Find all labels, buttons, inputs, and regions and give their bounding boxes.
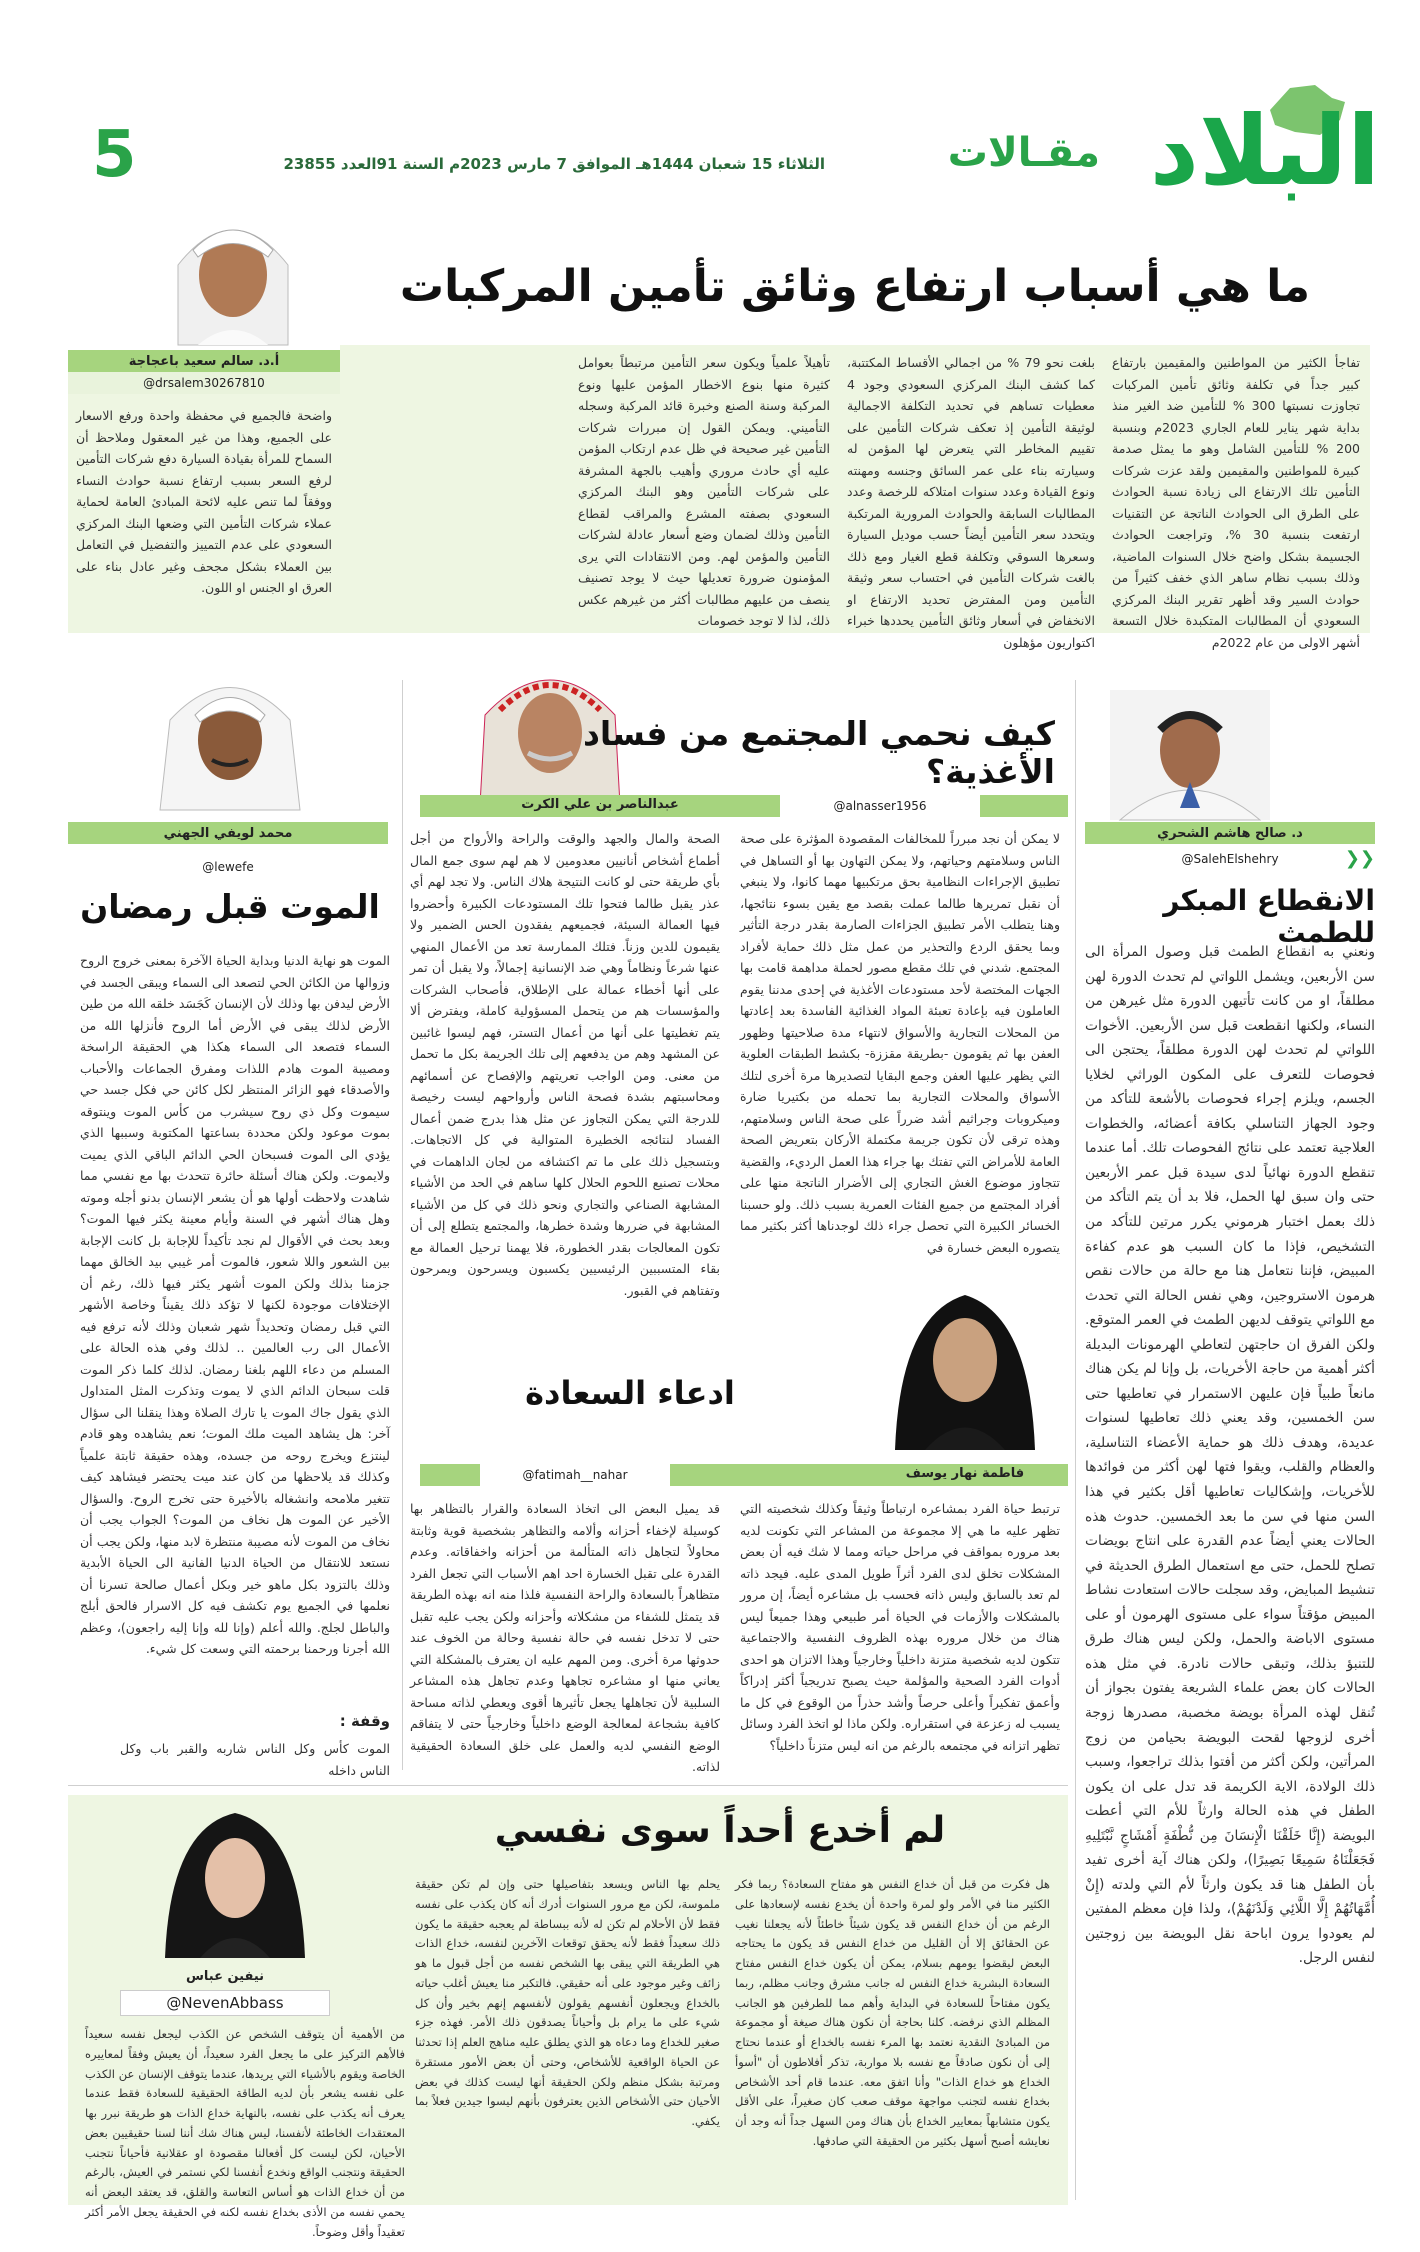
article6-col2: يحلم بها الناس ويسعد بتفاصيلها حتى وإن لم تكن حقيقة ملموسة، لكن مع مرور السنوات أدرك أنه كان يكذب على نفسه فقط لأن الأحلام لم تكن له لأنه ببساطة لم يعجبه حقيقة ما يكون ذلك سعيداً فقط لأنه يحقق توقعات الآخرين لنفسه، خداع الذات هي الطريقة التي يبقى بها الشخص نفسه من أجل قبول ما هو زائف وغير موجود على أنه حقيقي. فالتكبر منا يعيش أغلب حياته بالخداع ويجعلون أنفسهم يقولون لأنفسهم إنهم بخير وأن كل شيء على ما يرام بل وأحياناً يصدقون ذلك الأمر. فهذه جزء صغير للخداع وما دعاه هو الذي يطلق عليه مناهج العلم إذا تحدثنا عن الحياة الواقعية للأشخاص، وحتى أن بعض الأمور مستقرة ومرتبة بشكل منظم ولكن الحقيقة أنها ليست كذلك في بعض الأحيان حتى الأشخاص الذين يعترفون بأنهم ليسوا جيدين فعلاً بما يكفي. — [415, 1877, 720, 2129]
author-handle: @drsalem30267810 — [68, 372, 340, 394]
author-name: د. صالح هاشم الشحري — [1085, 822, 1375, 844]
article1-col2: بلغت نحو 79 % من اجمالي الأقساط المكتتبة، كما كشف البنك المركزي السعودي وجود 4 معطيات تساهم في تحديد التكلفة الاجمالية لوثيقة التأمين إذ تعكف شركات التأمين على تقييم المخاطر التي يتعرض لها المؤمن له وسيارته بناء على عمر السائق وجنسه ومهنته ونوع القيادة وعدد سنوات امتلاكه للرخصة وعدد المطالبات السابقة والحوادث المرورية المرتكبة ويتحدد سعر التأمين أيضاً حسب موديل السيارة وسعرها السوقي وتكلفة قطع الغيار ومع ذلك بالغت شركات التأمين في احتساب سعر وثيقة التأمين ومن المفترض تحديد الارتفاع او الانخفاض في أسعار وثائق التأمين يحددها خبراء اكتواريون مؤهلون — [847, 355, 1095, 650]
author-handle: @lewefe — [202, 860, 254, 874]
article3-title: كيف نحمي المجتمع من فساد الأغذية؟ — [583, 714, 1055, 791]
newspaper-logo — [1140, 85, 1380, 207]
double-chevron-icon: ❮❮ — [1344, 848, 1375, 869]
wagfa-text: الموت كأس وكل الناس شاربه والقبر باب وكل الناس داخله — [120, 1741, 390, 1778]
column-divider — [402, 680, 403, 1770]
page-number: 5 — [92, 118, 137, 192]
author-photo — [158, 195, 308, 345]
author-name: فاطمة نهار يوسف — [905, 1466, 1025, 1481]
column-divider — [1075, 680, 1076, 2200]
author-handle: @SalehElshehry — [1181, 852, 1279, 866]
author-handle: @fatimah__nahar — [480, 1464, 670, 1486]
author-handle: @alnasser1956 — [780, 795, 980, 817]
masthead — [0, 0, 1420, 207]
article1-col1: تفاجأ الكثير من المواطنين والمقيمين بارتفاع كبير جداً في تكلفة وثائق تأمين المركبات تجاوزت نسبتها 300 % للتأمين ضد الغير منذ بداية شهر يناير للعام الجاري 2023م وبنسبة 200 % للتأمين الشامل وهو ما يمثل صدمة كبيرة للمواطنين والمقيمين ولقد عزت شركات التأمين تلك الارتفاع الى زيادة نسبة الحوادث على الطرق الى الحوادث الناتجة عن التقنيات ارتفعت بنسبة 30 %، وتراجعت الحوادث الجسيمة بشكل واضح خلال السنوات الماضية، وذلك بسبب نظام ساهر الذي خفف كثيراً من حوادث السير وقد أظهر تقرير البنك المركزي السعودي أن المطالبات المتكبدة خلال التسعة أشهر الاولى من عام 2022م — [1112, 355, 1361, 650]
article1-col4: واضحة فالجميع في محفظة واحدة ورفع الاسعار على الجميع، وهذا من غير المعقول وملاحظ أن السماح للمرأة بقيادة السيارة دفع شركات التأمين لرفع السعر بسبب ارتفاع نسبة حوادث النساء ووفقاً لما تنص عليه لائحة المبادئ العامة لحماية عملاء شركات التأمين التي وضعها البنك المركزي السعودي على عدم التمييز والتفضيل في التعامل بين العملاء بشكل مجحف وغير عادل بناء على العرق او الجنس او اللون. — [76, 408, 332, 595]
section-title: مقـالات — [947, 130, 1100, 176]
article6-title: لم أخدع أحداً سوى نفسي — [494, 1810, 946, 1851]
article3-col1: لا يمكن أن نجد مبرراً للمخالفات المقصودة المؤثرة على صحة الناس وسلامتهم وحياتهم، ولا يمكن التهاون بها أو التساهل في تطبيق الإجراءات النظامية بحق مرتكبيها مهما كانوا، ولا ينبغي أن نقبل تمريرها طالما عملت بقصد مع يقين بسوء نتائجها، وهنا يتطلب الأمر تطبيق الجزاءات الصارمة بقدر درجة التأثير وبما يحقق الردع والتحذير من عمل مثل ذلك حماية لأفراد المجتمع. شدني في تلك مقطع مصور لحملة مداهمة قامت بها الجهات المختصة لأحد مستودعات الأغذية في إحدى مدننا يقوم العاملون فيه بإعادة تعبئة المواد الغذائية الفاسدة بعد إعادتها من المحلات التجارية والأسواق لانتهاء مدة صلاحيتها وظهور العفن بها ثم يقومون -بطريقة مقززة- بكشط الطبقات العلوية التي يظهر عليها العفن وجمع البقايا لتصديرها مرة أخرى لتلك الأسواق والمحلات التجارية بما تحمله من بكتيريا ضارة وميكروبات وجراثيم أشد ضرراً على صحة الناس وسلامتهم، وهذه ترقى لأن تكون جريمة مكتملة الأركان بتعريض الصحة العامة للأمراض التي تفتك بها جراء هذا العمل الرديء، والقضية تتجاوز موضوع الغش التجاري إلى الأضرار الناتجة منها على أفراد المجتمع من جميع الفئات العمرية بسبب ذلك. ولو حسبنا الخسائر الكبيرة التي تحصل جراء ذلك لوجدناها أكثر بكثير مما يتصوره البعض خسارة في — [740, 831, 1060, 1255]
author-photo — [880, 1275, 1050, 1450]
article5-title: ادعاء السعادة — [525, 1374, 735, 1412]
author-name: نيفين عباس — [185, 1968, 265, 1984]
article5-col2: قد يميل البعض الى اتخاذ السعادة والقرار بالتظاهر بها كوسيلة لإخفاء أحزانه وألامه والتظاهر بشخصية قوية وثابتة محاولاً لتجاهل ذاته المتألمة من أحزانه واخفاقاته. وعدم القدرة على تقبل الخسارة احد اهم الأسباب التي تجعل الفرد متظاهراً بالسعادة والراحة النفسية فلذا منه انه بهذه الطريقة قد يتمثل للشفاء من مشكلاته وأحزانه ولكن يجب عليه تقبل حتى لا تدخل نفسه في حالة نفسية وحالة من الخوف عند حدوثها مرة أخرى. ومن المهم عليه ان يعترف بالمشكلة التي يعاني منها او مشاعره تجاهها وعدم تجاهل هذه المشاعر السلبية لأن تجاهلها يجعل تأثيرها أقوى ويعطي لذاته مساحة كافية بشجاعة لمعالجة الوضع داخلياً وخارجياً حتى لا يتفاقم الوضع النفسي لديه والعمل على خلق السعادة الحقيقية لذاته. — [410, 1501, 720, 1774]
article2-title: الانقطاع المبكر للطمث — [1163, 884, 1375, 950]
article2-body: ونعني به انقطاع الطمث قبل وصول المرأة الى سن الأربعين، ويشمل اللواتي لم تحدث الدورة لهن مطلقاً، او من كانت تأتيهن الدورة مثل غيرهن من النساء، ولكنها انقطعت قبل سن الأربعين. الأخوات اللواتي لم تحدث لهن الدورة مطلقاً، يحتجن الى فحوصات للتعرف على المكون الوراثي لخلايا الجسم، ويلزم إجراء فحوصات بالأشعة للتأكد من وجود الجهاز التناسلي بكافة أعضائه، والخطوات العلاجية تعتمد على نتائج الفحوصات تلك. أما عندما تنقطع الدورة نهائياً لدى سيدة قبل عمر الأربعين حتى وان سبق لها الحمل، فلا بد أن يتم التأكد من ذلك بعمل اختبار هرموني يكرر مرتين للتأكد من التشخيص، فإذا ما كان السبب هو عدم كفاءة المبيض، فإننا نتعامل هنا مع حالة من حالات نقص هرمون الاستروجين، وهي نفس الحالة التي تحدث مع اللواتي يتوقف لديهن الطمث في العمر المتوقع. ولكن الفرق ان حاجتهن لتعاطي الهرمونات البديلة أكثر أهمية من حاجة الأخريات، بل وإنا لم يكن هناك مانعاً طبياً فإن عليهن الاستمرار في تعاطيها حتى سن الخمسين، وقد يعني ذلك تعاطيها لسنوات عديدة، وهدف ذلك هو حماية الأعضاء التناسلية، والعظام والقلب، ويقوا فتها لهن أكثر من فوائدها للأخريات، وإشكاليات تعاطيها أقل بكثير في هذا السن منها في سن ما بعد الخمسين. حدوث هذه الحالات يعني أيضاً عدم القدرة على انتاج بويضات تصلح للحمل، حتى مع استعمال الطرق الحديثة في تنشيط المبايض، وقد سجلت حالات استعادت نشاط المبيض مؤقتاً سواء على مستوى الهرمون أو على مستوى الاباضة والحمل، ولكن ليس هناك طرق للتنبؤ بذلك، وتبقى حالات نادرة. في مثل هذه الحالات كان بعض علماء الشريعة يفتون بجواز أن تُنقل لهذه المرأة بويضة مخصبة، مصدرها زوجة أخرى لزوجها لقحت البويضة بحيامن من زوج المرأتين، ولكن أكثر من أفتوا بذلك تراجعوا، وسبب ذلك الولادة، الاية الكريمة قد تدل على ان يكون الطفل في هذه الحالة وارثاً للأم التي أعطت البويضة (إِنَّا خَلَقْنَا الْإِنسَانَ مِن نُّطْفَةٍ أَمْشَاجٍ نَّبْتَلِيهِ فَجَعَلْنَاهُ سَمِيعًا بَصِيرًا)، ولكن هناك آية أخرى تفيد بأن الطفل هنا قد يكون وارثاً لأم التي ولدته (إِنْ أُمَّهَاتُهُمْ إِلَّا اللَّائِي وَلَدْنَهُمْ)، ولذا فإن معظم المفتين لم يعودوا يرون اباحة نقل البويضة بين زوجتين لنفس الرجل. — [1085, 944, 1375, 1967]
logo-text: البلاد — [1149, 95, 1380, 207]
author-photo — [150, 1798, 320, 1958]
author-name: عبدالناصر بن علي الكرت — [521, 797, 679, 812]
wagfa-label: وقفة : — [339, 1712, 390, 1730]
article6-col3: من الأهمية أن يتوقف الشخص عن الكذب ليجعل نفسه سعيداً فالأهم التركيز على ما يجعل الفرد سعيداً، أن يعيش وفقاً لمعاييره الخاصة ويقوم بالأشياء التي يريدها، عندما يتوقف الإنسان عن الكذب على نفسه يشعر بأن لديه الطاقة الحقيقية للسعادة فقط عندما يعرف أنه يكذب على نفسه، بالنهاية خداع الذات هو طريقة نبرر بها المعتقدات الخاطئة لأنفسنا، ليس هناك شك أننا لسنا حقيقيين بعض الأحيان، لكن ليست كل أفعالنا مقصودة او عقلانية فأحياناً نتجنب الحقيقة ونتجنب الواقع ونخدع أنفسنا لكي نستمر في العيش، بالرغم من أن خداع الذات هو أساس التعاسة والقلق، قد يعتقد البعض أنه يحمي نفسه من الأذى بخداع نفسه لكنه في الحقيقة يجعل الأمر أكثر تعقيداً وأقل وضوحاً. — [85, 2027, 405, 2239]
article3-col2: الصحة والمال والجهد والوقت والراحة والأرواح من أجل أطماع أشخاص أنانيين معدومين لا هم لهم سوى جمع المال بأي طريقة حتى لو كانت النتيجة هلاك الناس. ولا تجد لهم أي عذر يقبل طالما فتحوا تلك المستودعات الكبيرة وأحضروا فيها العمالة السيئة، فجميعهم يفقدون الحس الضمير ولا يقيمون للدين وزناً. فتلك الممارسة تعد من الأعمال المنهي عنها شرعاً ونظاماً وهي ضد الإنسانية إجمالاً، ولا يقبل أن تمر على أنها أخطاء عمالة على الإطلاق، فأصحاب الشركات والمؤسسات هم من يتحمل المسؤولية كاملة، ويفترض ألا يتم تغطيتها على أنها من أعمال التستر، فهم ليسوا غائبين عن المشهد وهم من يدفعهم إلى تلك الجريمة بكل ما تحمل من معنى. ومن الواجب تعريتهم والإفصاح عن أسمائهم ومحاسبتهم بشدة فصحة الناس وأرواحهم ليست رخيصة للدرجة التي يمكن التجاوز عن مثل هذا بدرج ضمن أعمال الفساد لنتائجه الخطيرة المتوالية في كل الاتجاهات. وبتسجيل ذلك على ما تم اكتشافه من لجان الداهمات في محلات تصنيع اللحوم الحلال كلها ساهم في الحد من الأشياء المشابهة الصناعي والتجاري ونحو ذلك في كل من الأشياء المشابهة في ضررها وشدة خطرها، والمجتمع يتطلع إلى أن تكون المعالجات بقدر الخطورة، فلا يهمنا ترحيل العمالة مع بقاء المتسببين الرئيسيين يكسبون ويسرحون ويمرحون وتفتاهم في القبور. — [410, 831, 720, 1298]
author-handle: @NevenAbbass — [120, 1990, 330, 2016]
article4-body: الموت هو نهاية الدنيا وبداية الحياة الآخرة بمعنى خروج الروح وزوالها من الكائن الحي لتصعد الى السماء ويبقى الجسد في الأرض ليدفن بها وذلك لأن الإنسان كَجَسَد خلقه الله من طين الأرض لذلك يبقى في الأرض أما الروح فأنزلها الله من السماء فتصعد الى السماء هكذا هي الحقيقة الراسخة ومصيبة الموت هادم اللذات ومفرق الجماعات والأحباب والأصدقاء فهو الزائر المنتظر لكل كائن حي فكل جسد حي سيموت وكل ذي روح سيشرب من كأس الموت وينتوقه بموت موعود ولكن محددة بساعتها المكتوبة وسببها الذي يؤدي الى الموت فسبحان الحي الدائم الباقي الذي يميت ولايموت. ولكن هناك أسئلة حائرة تتحدث بها مع نفسي مما شاهدت ولاحظت أولها هو أن يشعر الإنسان بدنو أجله وموته وهل هناك أشهر في السنة وأيام معينة يكثر فيها الموت؟ وبعد بحث في الأقوال لم نجد تأكيداً للإجابة بل كانت الإجابة بين الشعور واللا شعور، فالموت أمر غيبي بيد الخالق مهما جزمنا بذلك ولكن الموت أشهر يكثر فيها ذلك، رغم أن الإختلافات موجودة لكنها لا تؤكد ذلك يقيناً وخاصة الأشهر التي قبل رمضان وتحديداً شهر شعبان وذلك لأنه ترفع فيه الأعمال الى رب العالمين .. لذلك وفي هذه الحالة على المسلم من دعاء اللهم بلغنا رمضان. لذلك كلما ذكر الموت قلت سبحان الدائم الذي لا يموت وتذكرت المثل المتداول الذي يقول جاك الموت يا تارك الصلاة وهذا ينقلنا الى سؤال آخر: هل يشاهد الميت ملك الموت؛ نعم يشاهده وهو قادم لينتزع ويخرج روحه من جسده، وهذه حقيقة ثابتة علمياً وكذلك قد يلاحظها من كان عند ميت يحتضر فيشاهد كيف تتغير ملامحه وانشغاله بالأخيرة حتى تخرج الروح. والسؤال الأخير عن الموت هل نخاف من الموت؟ الجواب يجب أن نخاف من الموت لأنه مصيبة منتظرة لابد منها، ولكن يجب أن نستعد للانتقال من الحياة الدنيا الفانية الى الحياة الأبدية وذلك بالتزود بكل ماهو خير وبكل أعمال صالحة تسرنا أن نعلمها في الجميع يوم تكشف فيه كل الاسرار فالحق أبلج والباطل لجلج. والله أعلم (وإنا لله وإنا إليه راجعون)، وعظم الله أجرنا ورحمنا برحمته التي وسعت كل شيء. — [80, 953, 390, 1656]
article1-title: ما هي أسباب ارتفاع وثائق تأمين المركبات — [399, 261, 1310, 312]
article6-col1: هل فكرت من قبل أن خداع النفس هو مفتاح السعادة؟ ربما فكر الكثير منا في الأمر ولو لمرة واحدة أن يخدع نفسه لإسعادها على الرغم من أن خداع النفس قد يكون شيئاً خاطئاً لأنه يجعلنا نغيب عن الحقائق إلا أن القليل من خداع النفس قد يكون ما يحتاجه البعض ليقضوا يومهم بسلام، يمكن أن يكون خداع النفس مفتاح السعادة البشرية خداع النفس له جانب مشرق وجانب مظلم، ربما يكون مفتاحاً للسعادة في البداية وأهم مما للطرفين هو الجانب المظلم الذي نرفضه. كلنا بحاجة أن نكون هناك صيغة أو مجموعة من المبادئ النقدية نعتمد بها المرء نفسه بالخداع أو عندما نحتاج إلى أن نكون صادقاً مع نفسه بلا مواربة، تذكر أفلاطون أن "أسوأ الخداع هو خداع الذات" وأنا اتفق معه. عندما قام أحد الأشخاص بخداع نفسه لتجنب مواجهة موقف صعب كان صغيراً، على الأقل يكون متشابهاً بمعايير الخداع بأن هناك ومن السهل جداً أنه وجد أن نعايشه أصبح أسهل بكثير من الحقيقة التي صادفها. — [735, 1877, 1050, 2148]
article1-col3: تأهيلاً علمياً ويكون سعر التأمين مرتبطاً بعوامل كثيرة منها بنوع الاخطار المؤمن عليها ونوع المركبة وسنة الصنع وخبرة قائد المركبة وسجله التأميني. ويمكن القول إن مبررات شركات التأمين غير صحيحة في ظل عدم ارتكاب المؤمن عليه أي حادث مروري وأهيب بالجهة المشرفة على شركات التأمين وهو البنك المركزي السعودي بصفته المشرع والمراقب لقطاع التأمين وذلك لضمان وضع أسعار عادلة لشركات التأمين والمؤمن لهم. ومن الانتقادات التي يرى المؤمنون ضرورة تعديلها حيث لا يوجد تصنيف ينصف من عليهم مطالبات أكثر من غيرهم عكس ذلك، لذا لا توجد خصومات — [578, 355, 830, 628]
article4-title: الموت قبل رمضان — [80, 887, 380, 926]
author-photo — [150, 660, 310, 810]
author-name: محمد لويفي الجهني — [68, 822, 388, 844]
author-name: أ.د. سالم سعيد باعجاجة — [68, 350, 340, 372]
date-line: الثلاثاء 15 شعبان 1444هـ الموافق 7 مارس 2023م السنة 91العدد 23855 — [283, 155, 825, 173]
section-divider — [68, 1785, 1068, 1786]
author-photo — [1110, 690, 1270, 820]
article5-col1: ترتبط حياة الفرد بمشاعره ارتباطاً وثيقاً وكذلك شخصيته التي تظهر عليه ما هي إلا مجموعة من المشاعر التي تكونت لديه بعد مروره بمواقف في مراحل حياته ومما لا شك فيه أن بعض المشكلات تخلق لدى الفرد أثراً طويل المدى عليه. فيجد ذاته لم تعد بالسابق وليس ذاته فحسب بل مشاعره أيضاً، إن مرور بالمشكلات والأزمات في الحياة أمر طبيعي وهذا جميعاً ليس هناك من خلال مروره بهذه الظروف النفسية والاجتماعية تتكون لديه شخصية متزنة داخلياً وخارجياً وهذا الاتزان هو احدى أدوات الفرد الصحية والمؤلمة حيث يصبح تدريجياً أكثر إدراكاً وأعمق تفكيراً وأعلى حرصاً وأشد حذراً من الوقوع في كل ما يسبب له زعزعة في استقراره. ولكن ماذا لو اتخذ الفرد وسائل تظهر اتزانه في مجتمعه بالرغم من انه ليس متزناً داخلياً؟ — [740, 1501, 1060, 1753]
